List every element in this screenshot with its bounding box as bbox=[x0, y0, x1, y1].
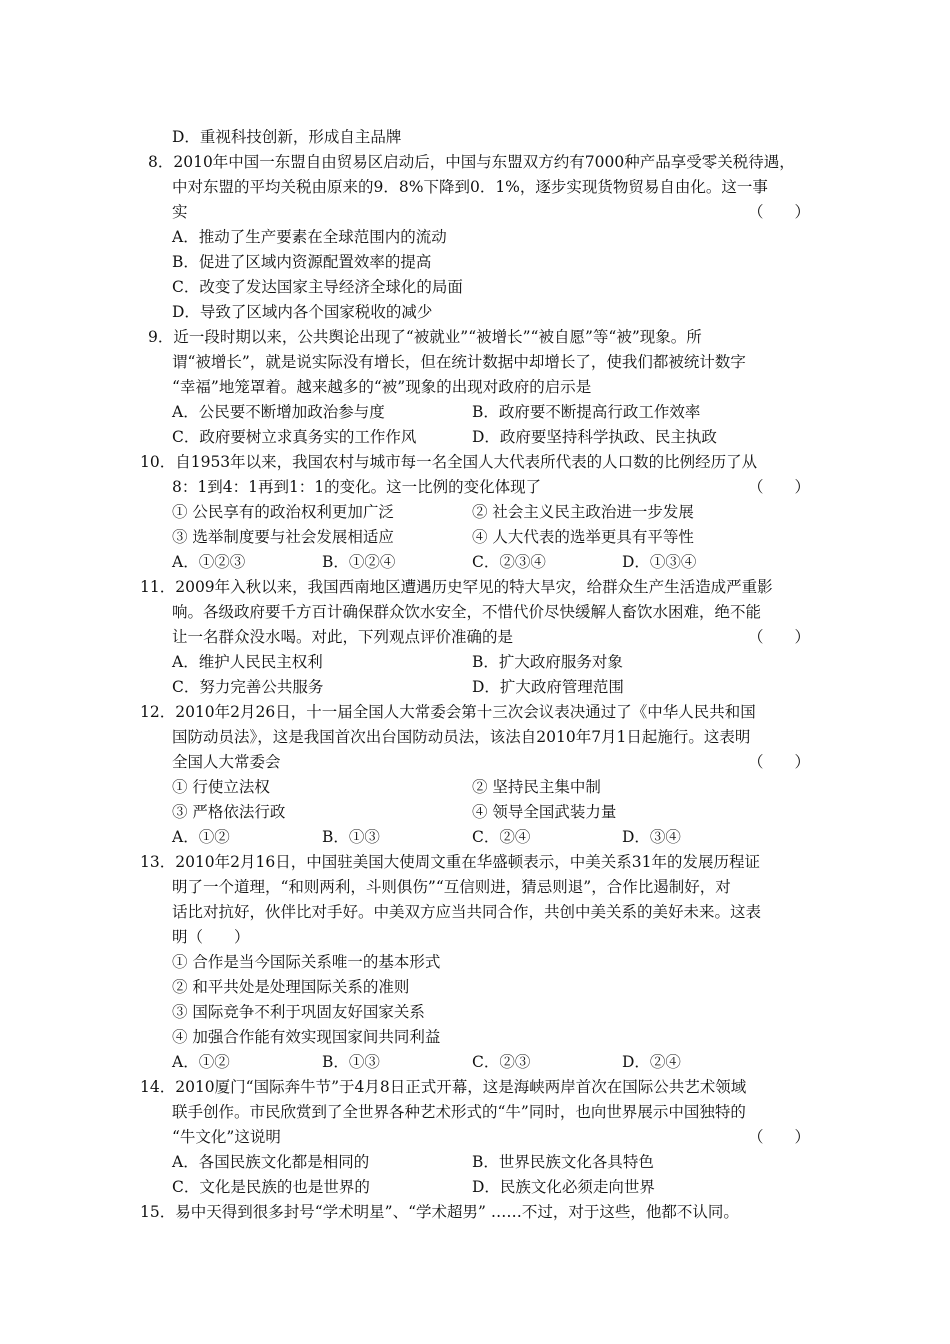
q13-option-c: C．②③ bbox=[472, 1053, 531, 1071]
q8-answer-blank: （ ） bbox=[748, 203, 811, 221]
q8-option-b: B．促进了区域内资源配置效率的提高 bbox=[172, 253, 432, 271]
q14-option-a: A．各国民族文化都是相同的 bbox=[172, 1153, 370, 1171]
q10-option-d: D．①③④ bbox=[622, 553, 697, 571]
q13-item-3: ③ 国际竞争不利于巩固友好国家关系 bbox=[172, 1003, 425, 1021]
q14-option-b: B．世界民族文化各具特色 bbox=[472, 1153, 654, 1171]
q9-option-a: A．公民要不断增加政治参与度 bbox=[172, 403, 385, 421]
q12-option-d: D．③④ bbox=[622, 828, 681, 846]
q8-stem-line-1: 8．2010年中国一东盟自由贸易区启动后，中国与东盟双方约有7000种产品享受零关税待遇， bbox=[148, 153, 795, 171]
q10-stem-line-2: 8：1到4：1再到1：1的变化。这一比例的变化体现了 bbox=[172, 478, 542, 496]
q8-option-c: C．改变了发达国家主导经济全球化的局面 bbox=[172, 278, 463, 296]
q11-option-a: A．维护人民民主权利 bbox=[172, 653, 323, 671]
q10-option-b: B．①②④ bbox=[322, 553, 396, 571]
q8-stem-line-3: 实 bbox=[172, 203, 188, 221]
q13-stem-line-2: 明了一个道理，“和则两利，斗则俱伤”“互信则进，猜忌则退”，合作比遏制好，对 bbox=[172, 878, 731, 896]
q13-item-2: ② 和平共处是处理国际关系的准则 bbox=[172, 978, 410, 996]
q12-option-b: B．①③ bbox=[322, 828, 380, 846]
q11-answer-blank: （ ） bbox=[748, 628, 811, 646]
q9-stem-line-3: “幸福”地笼罩着。越来越多的“被”现象的出现对政府的启示是 bbox=[172, 378, 592, 396]
q14-stem-line-2: 联手创作。市民欣赏到了全世界各种艺术形式的“牛”同时，也向世界展示中国独特的 bbox=[172, 1103, 746, 1121]
q8-stem-line-2: 中对东盟的平均关税由原来的9．8%下降到0．1%，逐步实现货物贸易自由化。这一事 bbox=[172, 178, 768, 196]
q14-option-d: D．民族文化必须走向世界 bbox=[472, 1178, 655, 1196]
q7-option-d: D．重视科技创新，形成自主品牌 bbox=[172, 128, 402, 146]
q11-stem-line-1: 11．2009年入秋以来，我国西南地区遭遇历史罕见的特大旱灾，给群众生产生活造成严重影 bbox=[140, 578, 773, 596]
q10-stem-line-1: 10．自1953年以来，我国农村与城市每一名全国人大代表所代表的人口数的比例经历了从 bbox=[140, 453, 758, 471]
q13-stem-line-3: 话比对抗好，伙伴比对手好。中美双方应当共同合作，共创中美关系的美好未来。这表 bbox=[172, 903, 762, 921]
q14-stem-line-1: 14．2010厦门“国际奔牛节”于4月8日正式开幕，这是海峡两岸首次在国际公共艺术领域 bbox=[140, 1078, 747, 1096]
q9-stem-line-2: 谓“被增长”，就是说实际没有增长，但在统计数据中却增长了，使我们都被统计数字 bbox=[172, 353, 746, 371]
q11-stem-line-3: 让一名群众没水喝。对此，下列观点评价准确的是 bbox=[172, 628, 514, 646]
q12-option-a: A．①② bbox=[172, 828, 230, 846]
q13-item-1: ① 合作是当今国际关系唯一的基本形式 bbox=[172, 953, 441, 971]
q14-option-c: C．文化是民族的也是世界的 bbox=[172, 1178, 370, 1196]
q13-stem-line-1: 13．2010年2月16日，中国驻美国大使周文重在华盛顿表示，中美关系31年的发展历程证 bbox=[140, 853, 760, 871]
q13-stem-line-4: 明（ ） bbox=[172, 928, 250, 946]
q12-item-2: ② 坚持民主集中制 bbox=[472, 778, 601, 796]
q12-item-1: ① 行使立法权 bbox=[172, 778, 270, 796]
q8-option-a: A．推动了生产要素在全球范围内的流动 bbox=[172, 228, 447, 246]
q9-option-c: C．政府要树立求真务实的工作作风 bbox=[172, 428, 417, 446]
q13-item-4: ④ 加强合作能有效实现国家间共同利益 bbox=[172, 1028, 441, 1046]
q12-answer-blank: （ ） bbox=[748, 753, 811, 771]
q10-option-c: C．②③④ bbox=[472, 553, 546, 571]
q9-stem-line-1: 9．近一段时期以来，公共舆论出现了“被就业”“被增长”“被自愿”等“被”现象。所 bbox=[148, 328, 702, 346]
q11-option-c: C．努力完善公共服务 bbox=[172, 678, 324, 696]
q10-answer-blank: （ ） bbox=[748, 478, 811, 496]
q12-stem-line-3: 全国人大常委会 bbox=[172, 753, 281, 771]
q14-stem-line-3: “牛文化”这说明 bbox=[172, 1128, 281, 1146]
q10-item-4: ④ 人大代表的选举更具有平等性 bbox=[472, 528, 694, 546]
q9-option-d: D．政府要坚持科学执政、民主执政 bbox=[472, 428, 717, 446]
q15-stem-line-1: 15．易中天得到很多封号“学术明星”、“学术超男” ……不过，对于这些，他都不认同。 bbox=[140, 1203, 739, 1221]
q10-option-a: A．①②③ bbox=[172, 553, 246, 571]
q13-option-d: D．②④ bbox=[622, 1053, 681, 1071]
q10-item-2: ② 社会主义民主政治进一步发展 bbox=[472, 503, 694, 521]
q13-option-b: B．①③ bbox=[322, 1053, 380, 1071]
q9-option-b: B．政府要不断提高行政工作效率 bbox=[472, 403, 701, 421]
q8-option-d: D．导致了区域内各个国家税收的减少 bbox=[172, 303, 433, 321]
q11-option-b: B．扩大政府服务对象 bbox=[472, 653, 623, 671]
q12-stem-line-2: 国防动员法》，这是我国首次出台国防动员法，该法自2010年7月1日起施行。这表明 bbox=[172, 728, 751, 746]
q14-answer-blank: （ ） bbox=[748, 1128, 811, 1146]
q10-item-1: ① 公民享有的政治权利更加广泛 bbox=[172, 503, 394, 521]
q10-item-3: ③ 选举制度要与社会发展相适应 bbox=[172, 528, 394, 546]
q13-option-a: A．①② bbox=[172, 1053, 230, 1071]
q12-item-3: ③ 严格依法行政 bbox=[172, 803, 286, 821]
q12-item-4: ④ 领导全国武装力量 bbox=[472, 803, 617, 821]
q11-option-d: D．扩大政府管理范围 bbox=[472, 678, 624, 696]
q12-stem-line-1: 12．2010年2月26日，十一届全国人大常委会第十三次会议表决通过了《中华人民共和国 bbox=[140, 703, 756, 721]
q12-option-c: C．②④ bbox=[472, 828, 531, 846]
q11-stem-line-2: 响。各级政府要千方百计确保群众饮水安全，不惜代价尽快缓解人畜饮水困难，绝不能 bbox=[172, 603, 762, 621]
